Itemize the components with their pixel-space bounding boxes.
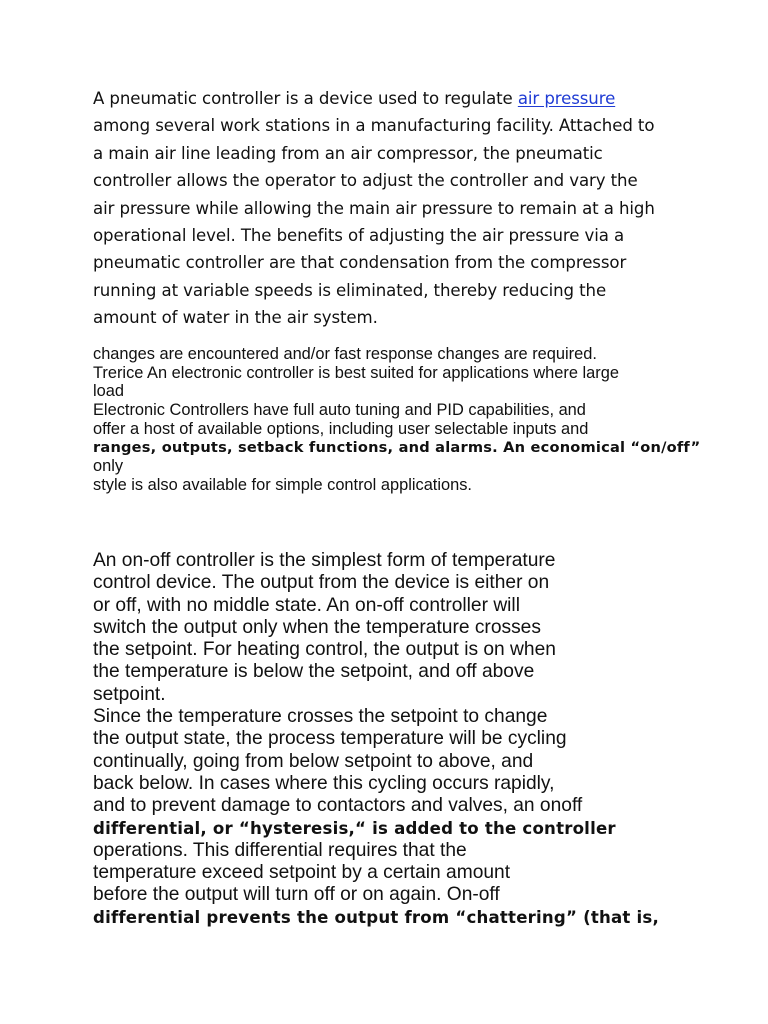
- text-line: back below. In cases where this cycling occurs rapidly,: [93, 772, 555, 794]
- text-line: before the output will turn off or on again. On-off: [93, 884, 500, 906]
- text-line: differential, or “hysteresis,“ is added to the controller: [93, 818, 616, 838]
- text-line: load: [93, 382, 124, 401]
- text-line: or off, with no middle state. An on-off controller will: [93, 594, 520, 616]
- text-line: style is also available for simple control applications.: [93, 475, 472, 494]
- text-line: pneumatic controller are that condensation from the compressor: [93, 253, 627, 273]
- text-line: temperature exceed setpoint by a certain amount: [93, 862, 511, 884]
- text-line: running at variable speeds is eliminated, thereby reducing the: [93, 280, 607, 300]
- text-line: Electronic Controllers have full auto tuning and PID capabilities, and: [93, 401, 586, 420]
- text-line: the output state, the process temperature will be cycling: [93, 728, 567, 750]
- text-line: the temperature is below the setpoint, and off above: [93, 661, 535, 683]
- text-line: offer a host of available options, including user selectable inputs and: [93, 419, 589, 438]
- text-line: continually, going from below setpoint to above, and: [93, 750, 534, 772]
- paragraph-on-off-controller: [93, 550, 659, 929]
- text-line: Since the temperature crosses the setpoint to change: [93, 706, 548, 728]
- text-line: the setpoint. For heating control, the output is on when: [93, 639, 556, 661]
- text-line: ranges, outputs, setback functions, and alarms. An economical “on/off”: [93, 438, 701, 456]
- text-line: setpoint.: [93, 683, 166, 705]
- text-line: changes are encountered and/or fast response changes are required.: [93, 345, 597, 363]
- text-line: A pneumatic controller is a device used to regulate air pressure: [93, 89, 616, 108]
- text-line: controller allows the operator to adjust the controller and vary the: [93, 171, 638, 191]
- paragraph-electronic-controller: [93, 345, 700, 495]
- text-line: air pressure while allowing the main air pressure to remain at a high: [93, 198, 655, 218]
- text-line: amount of water in the air system.: [93, 308, 378, 328]
- text-line: switch the output only when the temperature crosses: [93, 616, 541, 638]
- text-line: Trerice An electronic controller is best suited for applications where large: [93, 363, 619, 382]
- text-line: An on-off controller is the simplest form of temperature: [93, 550, 556, 571]
- text-line: control device. The output from the device is either on: [93, 572, 550, 594]
- text-line: differential prevents the output from “chattering” (that is,: [93, 907, 659, 927]
- text-line: only: [93, 457, 124, 476]
- paragraph-pneumatic-controller: [93, 85, 655, 332]
- text-line: among several work stations in a manufacturing facility. Attached to: [93, 116, 655, 136]
- text-line: operations. This differential requires that the: [93, 839, 467, 861]
- text-line: and to prevent damage to contactors and valves, an onoff: [93, 795, 583, 817]
- air-pressure-link[interactable]: air pressure: [517, 89, 616, 108]
- text-line: operational level. The benefits of adjusting the air pressure via a: [93, 226, 625, 246]
- text-line: a main air line leading from an air compressor, the pneumatic: [93, 143, 603, 163]
